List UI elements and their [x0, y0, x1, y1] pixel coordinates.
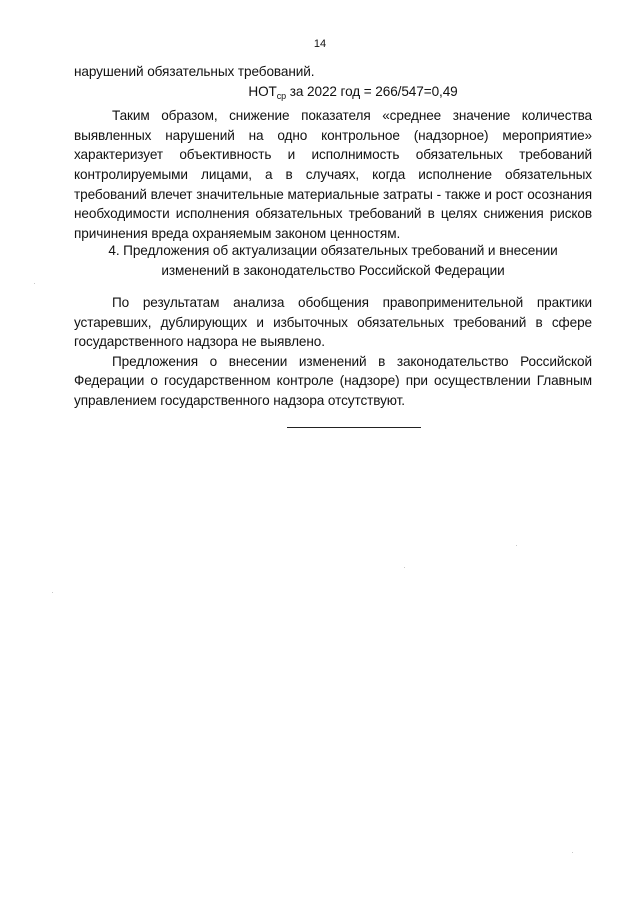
top-text-block — [74, 62, 592, 243]
end-separator-line — [287, 427, 421, 428]
continuation-line: нарушений обязательных требований. — [74, 64, 315, 79]
scan-speck — [516, 545, 517, 546]
section-4-body — [74, 293, 592, 411]
formula-rhs: за 2022 год = 266/547=0,49 — [286, 83, 458, 99]
scan-speck — [404, 567, 405, 568]
scan-speck — [34, 283, 35, 284]
section-heading-line-1: 4. Предложения об актуализации обязательных требований и внесении — [108, 243, 558, 258]
conclusion-paragraph: Таким образом, снижение показателя «среднее значение количества выявленных нарушений на одно контрольное (надзорное) мероприятие» характеризует объективность и исполнимость обязательных требований контролируемыми лицами, а в случаях, когда исполнение обязательных требований влечет значительные материальные затраты - также и рост осознания необходимости исполнения обязательных требований в целях снижения рисков причинения вреда охраняемым законом ценностям. — [74, 108, 592, 241]
formula-line — [74, 82, 592, 107]
scan-speck — [52, 592, 53, 593]
scan-speck — [572, 852, 573, 853]
findings-paragraph: По результатам анализа обобщения правоприменительной практики устаревших, дублирующих и избыточных обязательных требований в сфере государственного надзора не выявлено. — [74, 295, 592, 350]
section-heading-line-2: изменений в законодательство Российской Федерации — [161, 263, 505, 278]
formula-subscript: ср — [276, 90, 287, 101]
page-number: 14 — [313, 38, 327, 50]
formula-lhs: НОТ — [248, 83, 277, 99]
section-4-heading — [74, 241, 592, 281]
proposals-paragraph: Предложения о внесении изменений в законодательство Российской Федерации о государственном контроле (надзоре) при осуществлении Главным управлением государственного надзора отсутствуют. — [74, 353, 592, 408]
